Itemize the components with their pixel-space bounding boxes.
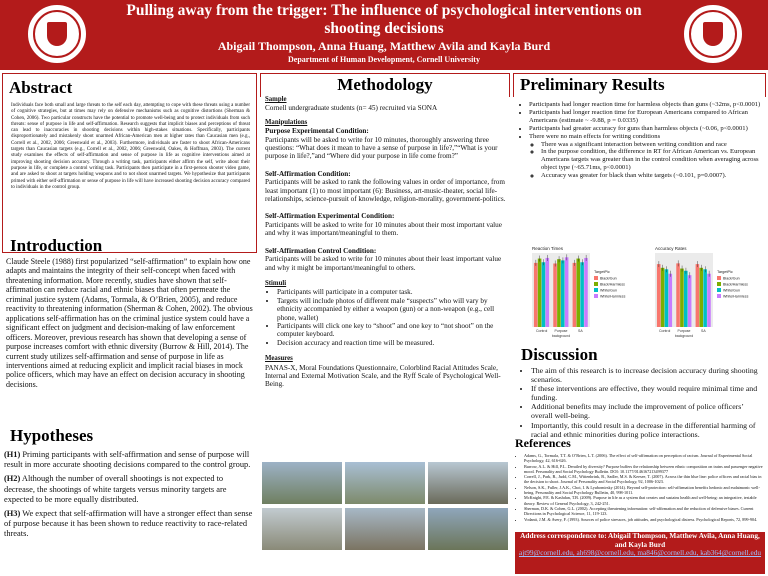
abstract-section [2,73,257,253]
stimuli-photos [262,462,510,552]
bar [669,274,673,327]
reference-item: • McKnight, P.E. & Kashdan, T.B. (2009). Purpose in life as a system that creates and sustains health and well-being: an integrative, testable theory. Review of General Psychology, 3, 242-251. [524,495,765,506]
legend-label: Black/Gun [600,276,617,281]
legend-label: White/Harmless [723,294,749,299]
discussion-item: • If these interventions are effective, they would require minimal time and funding. [531,384,765,402]
bar [534,263,538,327]
accuracy-rates-chart [643,243,761,345]
sample-label: Sample [265,96,287,103]
legend-swatch [594,294,598,298]
stimuli-item: • Targets will include photos of different male “suspects” who will vary by ethnicity accompanied by either a weapon (gun) or a non-weapon (e.g., cell phone, wallet) [277,297,507,322]
legend-swatch [594,288,598,292]
bar [703,269,707,327]
abstract-heading: Abstract [9,78,73,97]
poster-title: Pulling away from the trigger: The influence of psychological interventions on shooting decisions [126,2,642,37]
poster-authors: Abigail Thompson, Anna Huang, Matthew Avila and Kayla Burd [217,39,551,53]
poster-department: Department of Human Development, Cornell University [288,55,480,64]
address-emails[interactable]: ajt99@cornell.edu, ah698@cornell.edu, ma846@cornell.edu, kab364@cornell.edu [518,548,762,558]
methodology-body [265,96,507,389]
introduction-heading: Introduction [10,236,103,255]
legend-label: Black/Gun [723,276,740,281]
x-tick-label: SA [700,329,706,333]
reference-item: • Vodanti, J.M. & Avery, F. (1993). Sources of police stressors, job attitudes, and psychological distress. Psychological Reports, 72, 899-904. [524,517,765,522]
bar [538,259,542,327]
legend-label: White/Harmless [600,294,626,299]
address-box [515,532,765,574]
discussion-item: • The aim of this research is to increase decision accuracy during shooting scenarios. [531,366,765,384]
results-body [517,101,763,180]
legend-swatch [594,282,598,286]
legend-label: White/Gun [723,288,740,293]
reaction-times-chart [520,243,638,345]
results-heading: Preliminary Results [520,75,665,94]
results-sublist [529,141,763,181]
stimuli-list [265,288,507,347]
introduction-section [4,236,257,389]
cornell-seal-right [684,5,742,63]
bar [561,260,565,327]
stimulus-photo [345,508,425,550]
discussion-section [519,345,765,439]
reference-item: • Correll, J., Park, B., Judd, C.M., Wittenbrink, B., Sadler, M.S. & Keesee, T. (2007). Across the thin blue line: police officers and racial bias in the decision to shoot. Journal of Personality and Social Psychology, 92, 1006-1023. [524,474,765,485]
purpose-exp-text: Participants will be asked to write for 10 minutes, thoroughly answering three questions: “What does it mean to have a sense of purpose in life?,”“What is your purpose in life?,”and “Where did your purpose in life come from?” [265,135,498,161]
references-heading: References [515,436,571,450]
bar [584,258,588,327]
results-item: • Participants had longer reaction time for European Americans compared to African Americans (estimate ~ -9.88, p = 0.0335) [529,109,763,125]
legend-swatch [717,288,721,292]
bar [665,269,669,327]
measures-label: Measures [265,355,293,363]
reference-item: • Sherman, D.K. & Cohen, G.L. (2002). Accepting threatening information: self-affirmation and the reduction of defensive biases. Current Directions in Psychological Science, 11, 119-123. [524,506,765,517]
legend-label: White/Gun [600,288,617,293]
legend-label: Black/Harmless [723,282,748,287]
x-axis-label: background [551,334,571,338]
hypotheses-heading: Hypotheses [10,426,94,445]
stimuli-label: Stimuli [265,279,287,287]
discussion-item: • Importantly, this could result in a decrease in the differential harming of racial and ethnic minorities during police interactions. [531,421,765,439]
results-item: • Participants had longer reaction time for harmless objects than guns (~32ms, p<0.0001) [529,101,763,109]
bar [699,268,703,327]
stimulus-photo [345,462,425,504]
address-lead: Address correspondence to: Abigail Thompson, Matthew Avila, Anna Huang, and Kayla Burd [520,531,760,549]
x-tick-label: Control [659,329,671,333]
stimuli-item: • Decision accuracy and reaction time will be measured. [277,339,507,347]
chart-title: Accuracy Rates [655,246,687,251]
reference-item: • Burrow, A.L. & Hill, P.L. Derailed by diversity? Purpose buffers the relationship between ethnic composition on trains and passenger negative mood. Personality and Social Psychology Bulletin. DOI: 10.1177/0146167213499377 [524,464,765,475]
chart-title: Reaction Times [532,246,564,251]
bar [676,263,680,327]
bar [688,275,692,327]
legend-swatch [717,276,721,280]
self-aff-exp-title: Self-Affirmation Experimental Condition: [265,212,395,221]
legend-swatch [594,276,598,280]
legend-title: TargetPic [717,270,733,274]
stimulus-photo [428,462,508,504]
hypothesis-1: (H1) Priming participants with self-affirmation and sense of purpose will result in more accurate shooting decisions compared to the control group. [4,450,251,470]
reference-item: • Nelson, S.K., Fuller, J.A.K., Choi, I. & Lyubomirsky (2014). Beyond self-protection: self-affirmation benefits hedonic and eudaimonic well-being. Personality and Social Psychology Bulletin, 40, 998-1011. [524,485,765,496]
sample-text: Cornell undergraduate students (n= 45) recruited via SONA [265,104,438,113]
hypothesis-3: (H3) We expect that self-affirmation will have a stronger effect than sense of purpose because it has been shown to reduce reactivity to race-related threats. [4,509,253,539]
references-section [515,436,765,522]
results-heading-box [513,73,766,97]
bar [661,268,665,327]
hypothesis-2: (H2) Although the number of overall shootings is not expected to decrease, the shootings of white targets versus minority targets are expected to be more equally distributed. [4,474,227,504]
introduction-body: Claude Steele (1988) first popularized “self-affirmation” to explain how one adapts and maintains the integrity of their self-concept when faced with threatening information. More recently, studies have shown that self-affirmation can reduce racial and ethnic biases that often permeate the criminal justice system (Adams, Tormala, & O’Brien, 2005), and reduce reactivity to threatening information (Sherman & Cohen, 2002). The obvious applications self-affirmation has on the criminal justice system could have a significant effect on judgment and decision-making of law enforcement officers. Moreover, previous research has shown that developing a sense of purpose increases comfort with ethnic diversity (Burrow & Hill, 2014). The current study utilizes self-affirmation and sense of purpose in life as interventions aimed at reducing explicit and implicit racial biases in mock police officers, which may have an effect on decision accuracy in shooting decisions. [6,257,253,389]
stimulus-photo [428,508,508,550]
bar [542,262,546,327]
hypotheses-section [4,426,256,544]
self-aff-exp-text: Participants will be asked to write for 10 minutes about their most important value and why it was important/meaningful to them. [265,220,502,238]
purpose-exp-title: Purpose Experimental Condition: [265,127,369,136]
bar [573,263,577,327]
abstract-body: Individuals face both small and large threats to the self each day, attempting to cope with these threats using a number of cognitive strategies, but at times may rely on defensive mechanisms such as cognitive distortions (Sherman & Cohen, 2006). Two particular constructs have the potential to promote well-being and to protect individuals from such threats: sense of purpose in life and self-affirmation. Research suggests that implicit biases and perceptions of threat can lead to inaccuracies in shooting decisions within high-stakes situations. Specifically, participants disproportionately and mistakenly shoot unarmed African-American men at higher rates than Caucasian men (e.g., Correll et al., 2002, 2006; Greenwald et al., 2003). Furthermore, individuals are faster to shoot African-Americans targets than Caucasian targets (e.g., Correll et al., 2002, 2006; Greenwald, Oakes, & Hoffman, 2003). The current study examines the effects of self-affirmation and sense of purpose in life as cognitive interventions aimed at improving shooting decision accuracy. Through a writing task, participants either affirm the self, write about their purpose in life, or complete a control writing task. Participants then participate in a first-person shooter video game, and are asked to shoot at targets holding weapons and to not shoot unarmed targets. We hypothesize that participants primed with either self-affirmation or sense of purpose in life will have increased shooting decision accuracy compared to individuals in the control group. [11,103,250,190]
stimuli-item: • Participants will click one key to “shoot” and one key to “not shoot” on the computer keyboard. [277,322,507,339]
self-aff-ctrl-text: Participants will be asked to write for 10 minutes about their least important value and why it might be important/meaningful to others. [265,255,502,272]
results-item: • There were no main effects for writing conditions ◦ There was a significant interaction between writing condition and race ◦ In the purpose condition, the difference in RT for African American vs. European Americans targets was greater than in the control condition when averaging across object type (~65.71ms, p<0.0001) ◦ Accuracy was greater for black than white targets (~0.101, p=0.0007). [529,133,763,180]
x-tick-label: SA [577,329,583,333]
bar [546,258,550,327]
discussion-heading: Discussion [521,345,598,364]
self-aff-title: Self-Affirmation Condition: [265,169,351,178]
bar [553,263,557,327]
x-tick-label: Purpose [554,329,568,333]
discussion-list [519,366,765,439]
manipulations-label: Manipulations [265,118,308,126]
stimulus-photo [262,508,342,550]
bar [557,259,561,327]
results-list [517,101,763,180]
bar [580,262,584,327]
bar [680,269,684,327]
measures-text: PANAS-X, Moral Foundations Questionnaire, Colorblind Racial Attitudes Scale, Internal and External Motivation Scale, and the Ryff Scale of Psychological Well-Being. [265,363,501,389]
results-subitem: ◦ There was a significant interaction between writing condition and race [541,141,763,149]
legend-swatch [717,282,721,286]
stimulus-photo [262,462,342,504]
legend-label: Black/Harmless [600,282,625,287]
self-aff-ctrl-title: Self-Affirmation Control Condition: [265,246,377,255]
x-tick-label: Control [536,329,548,333]
reference-item: • Adams, G., Tormala, T.T. & O’Brien, L.T. (2006). The effect of self-affirmation on perception of racism. Journal of Experimental Social Psychology, 42, 616-626. [524,453,765,464]
bar [696,264,700,327]
title-banner [0,0,768,70]
stimuli-item: • Participants will participate in a computer task. [277,288,507,296]
self-aff-text: Participants will be asked to rank the following values in order of importance, from least important (1) to most important (6): Business, art-music-theater, social life-relationships, science-pursuit of knowledge, religion-morality, government-politics. [265,178,506,204]
x-axis-label: background [674,334,694,338]
bar [576,259,580,327]
legend-title: TargetPic [594,270,610,274]
methodology-heading: Methodology [337,75,433,94]
results-subitem: ◦ In the purpose condition, the difference in RT for African American vs. European Americans targets was greater than in the control condition when averaging across object type (~65.71ms, p<0.0001) [541,148,763,172]
x-tick-label: Purpose [677,329,691,333]
legend-swatch [717,294,721,298]
discussion-item: • Additional benefits may include the improvement of police officers’ overall well-being. [531,402,765,420]
bar [684,271,688,327]
results-item: • Participants had greater accuracy for guns than harmless objects (~0.06, p<0.0001) [529,125,763,133]
results-subitem: ◦ Accuracy was greater for black than white targets (~0.101, p=0.0007). [541,172,763,180]
references-list [515,453,765,522]
bar [707,274,711,327]
cornell-seal-left [28,5,86,63]
methodology-heading-box [260,73,510,97]
bar [657,264,661,327]
bar [565,257,569,327]
